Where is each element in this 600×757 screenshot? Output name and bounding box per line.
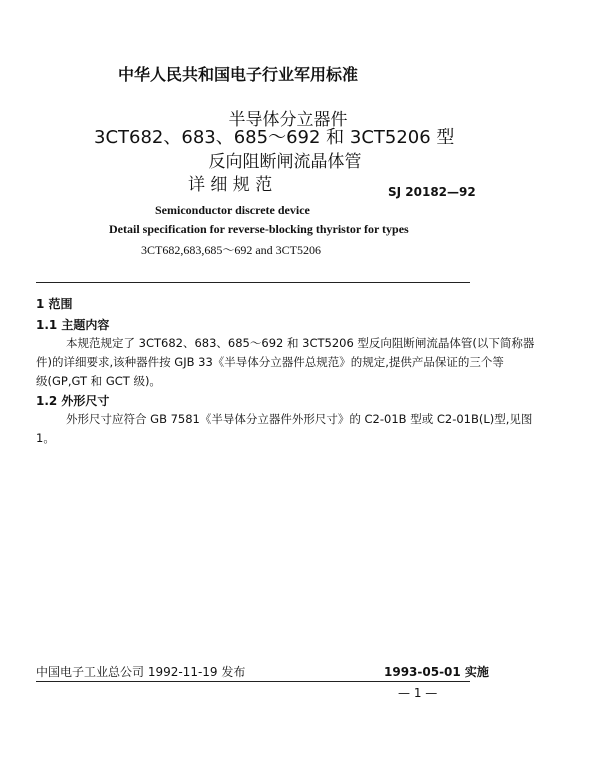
section-1-1-heading: 1.1 主题内容 xyxy=(36,318,110,332)
section-1-1-body: 件)的详细要求,该种器件按 GJB 33《半导体分立器件总规范》的规定,提供产品保证的三个等 xyxy=(36,355,504,369)
section-1-2-body: 1。 xyxy=(36,431,55,445)
title-line-1: 半导体分立器件 xyxy=(228,110,348,130)
section-1-2-heading: 1.2 外形尺寸 xyxy=(36,394,110,408)
effective-date: 1993-05-01 实施 xyxy=(384,665,489,679)
page-number: — 1 — xyxy=(398,686,438,700)
issuer: 中国电子工业总公司 1992-11-19 发布 xyxy=(36,665,246,679)
section-1-1-body: 级(GP,GT 和 GCT 级)。 xyxy=(36,374,161,388)
title-line-3: 反向阻断闸流晶体管 xyxy=(208,152,362,172)
title-line-4: 详 细 规 范 xyxy=(188,175,273,195)
section-1-2-body: 外形尺寸应符合 GB 7581《半导体分立器件外形尺寸》的 C2-01B 型或 C2-01B(L)型,见图 xyxy=(66,412,533,426)
section-1-1-body: 本规范规定了 3CT682、683、685～692 和 3CT5206 型反向阻断闸流晶体管(以下简称器 xyxy=(66,336,535,350)
footer-divider xyxy=(36,681,470,682)
standard-header: 中华人民共和国电子行业军用标准 xyxy=(118,65,359,84)
standard-number: SJ 20182—92 xyxy=(388,185,476,199)
english-title-1: Semiconductor discrete device xyxy=(155,203,310,217)
english-title-3: 3CT682,683,685～692 and 3CT5206 xyxy=(141,243,321,257)
header-divider xyxy=(36,282,470,283)
english-title-2: Detail specification for reverse-blocking thyristor for types xyxy=(109,222,409,236)
section-1-heading: 1 范围 xyxy=(36,297,73,311)
title-line-2: 3CT682、683、685～692 和 3CT5206 型 xyxy=(94,127,455,148)
